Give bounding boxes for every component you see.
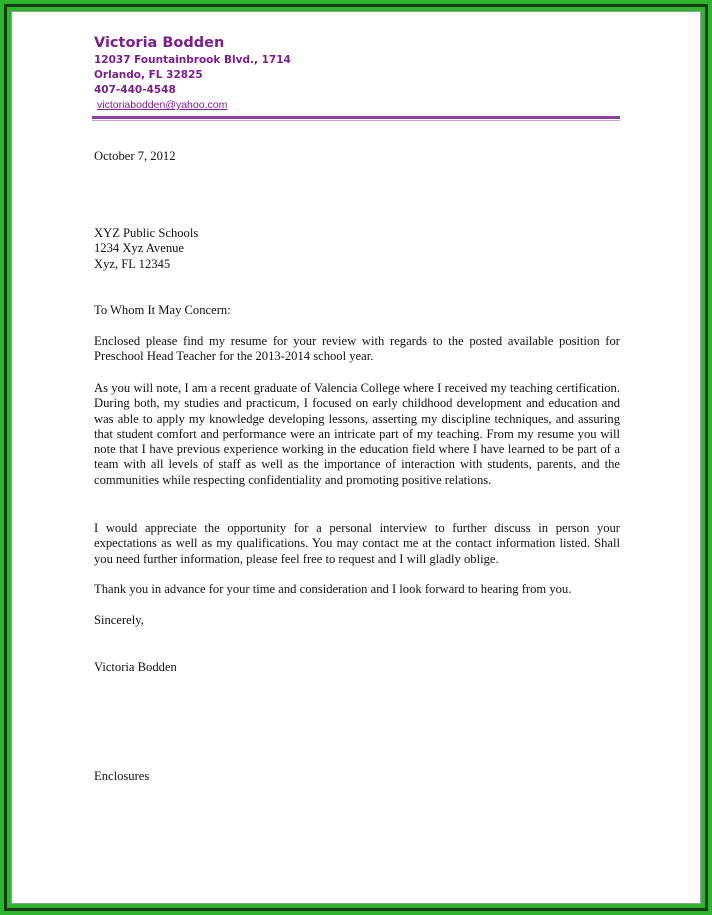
sender-email-link[interactable]: victoriabodden@yahoo.com: [97, 99, 228, 111]
letter-page: [11, 11, 701, 904]
letterhead: [94, 34, 624, 113]
paragraph-3: I would appreciate the opportunity for a personal interview to further discuss in person your expectations as well as my qualifications. You may contact me at the contact information listed. Shall you need further information, please feel free to request and I will gladly oblige.: [94, 521, 620, 566]
sender-address-line1: 12037 Fountainbrook Blvd., 1714: [94, 54, 291, 66]
recipient-line1: XYZ Public Schools: [94, 226, 199, 240]
letter-date: October 7, 2012: [94, 149, 176, 163]
letterhead-divider-shadow: [92, 120, 620, 121]
recipient-line3: Xyz, FL 12345: [94, 256, 171, 271]
paragraph-1: Enclosed please find my resume for your review with regards to the posted available position for Preschool Head Teacher for the 2013-2014 school year.: [94, 334, 620, 364]
enclosures-note: Enclosures: [94, 769, 150, 783]
letterhead-divider: [92, 116, 620, 119]
recipient-address: [94, 226, 620, 272]
paragraph-4: Thank you in advance for your time and consideration and I look forward to hearing from you.: [94, 582, 572, 596]
signature-name: Victoria Bodden: [94, 660, 177, 674]
recipient-line2: 1234 Xyz Avenue: [94, 241, 185, 256]
sender-address-line2: Orlando, FL 32825: [94, 69, 203, 81]
paragraph-2: As you will note, I am a recent graduate of Valencia College where I received my teaching certification. During both, my studies and practicum, I focused on early childhood development and education and was able to apply my knowledge developing lessons, asserting my discipline techniques, and assuring that student comfort and performance were an intricate part of my teaching. From my resume you will note that I have previous experience working in the education field where I have learned to be part of a team with all levels of staff as well as the importance of interaction with students, parents, and the communities while respecting confidentiality and promoting positive relations.: [94, 381, 620, 487]
salutation: To Whom It May Concern:: [94, 303, 231, 317]
sender-name: Victoria Bodden: [94, 35, 225, 51]
closing: Sincerely,: [94, 613, 144, 627]
sender-phone: 407-440-4548: [94, 84, 176, 96]
